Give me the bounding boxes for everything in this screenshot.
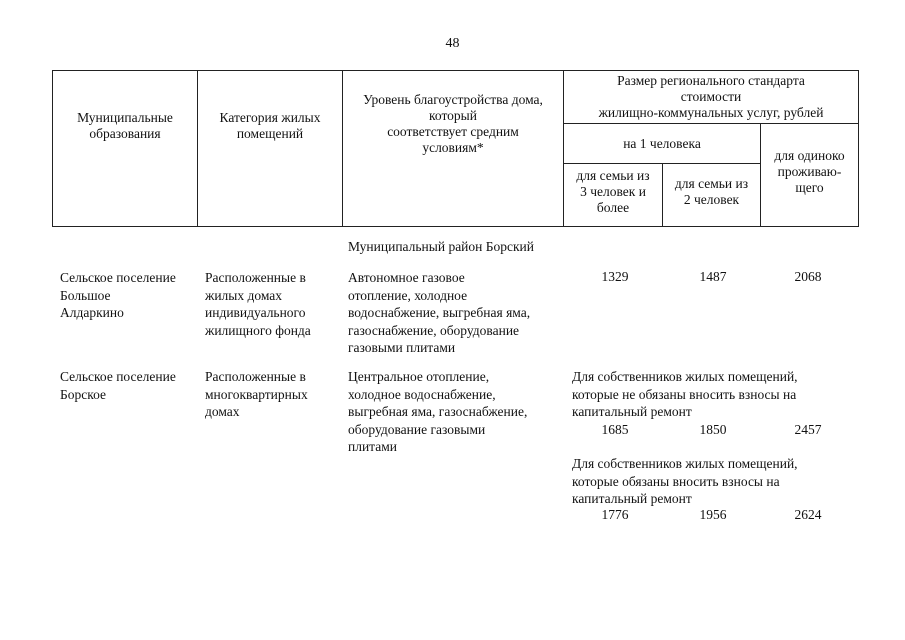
header-category: Категория жилых помещений — [219, 110, 321, 141]
row2-nocontrib-family2: 1850 — [699, 422, 727, 437]
header-family3: для семьи из 3 человек и более — [576, 168, 650, 215]
row2-nocontrib-single: 2457 — [794, 422, 822, 437]
col-sep-2 — [342, 70, 343, 227]
row2-note-no-contrib: Для собственников жилых помещений, которые не обязаны вносить взносы на капитальный ремонт — [572, 369, 798, 419]
row2-municipality: Сельское поселение Борское — [60, 369, 176, 402]
row2-note-contrib: Для собственников жилых помещений, которые обязаны вносить взносы на капитальный ремонт — [572, 456, 798, 506]
row1-category: Расположенные в жилых домах индивидуального жилищного фонда — [205, 270, 311, 338]
subheader-line-1 — [563, 123, 859, 124]
header-single: для одиноко проживаю- щего — [774, 148, 845, 195]
row1-municipality: Сельское поселение Большое Алдаркино — [60, 270, 176, 320]
row2-category: Расположенные в многоквартирных домах — [205, 369, 308, 419]
row1-value-family2: 1487 — [699, 269, 727, 284]
header-size: Размер регионального стандарта стоимости жилищно-коммунальных услуг, рублей — [598, 73, 824, 120]
district-title: Муниципальный район Борский — [348, 239, 535, 254]
header-per-person: на 1 человека — [623, 136, 701, 151]
page-number: 48 — [445, 36, 460, 51]
row1-value-single: 2068 — [794, 269, 822, 284]
header-right-border — [858, 70, 859, 227]
header-left-border — [52, 70, 53, 227]
row1-value-family3: 1329 — [601, 269, 629, 284]
table-header — [52, 70, 859, 227]
row2-contrib-single: 2624 — [794, 507, 822, 522]
header-family2: для семьи из 2 человек — [674, 176, 749, 207]
header-municipal: Муниципальные образования — [77, 110, 173, 141]
row2-contrib-family3: 1776 — [601, 507, 629, 522]
row2-contrib-family2: 1956 — [699, 507, 727, 522]
header-bottom-border — [52, 226, 859, 227]
col-sep-1 — [197, 70, 198, 227]
row2-level: Центральное отопление, холодное водоснабжение, выгребная яма, газоснабжение, оборудование газовыми плитами — [348, 369, 528, 454]
header-level: Уровень благоустройства дома, который соответствует средним условиям* — [363, 92, 543, 155]
header-top-border — [52, 70, 859, 71]
row2-nocontrib-family3: 1685 — [601, 422, 629, 437]
row1-level: Автономное газовое отопление, холодное водоснабжение, выгребная яма, газоснабжение, оборудование газовыми плитами — [348, 270, 531, 355]
